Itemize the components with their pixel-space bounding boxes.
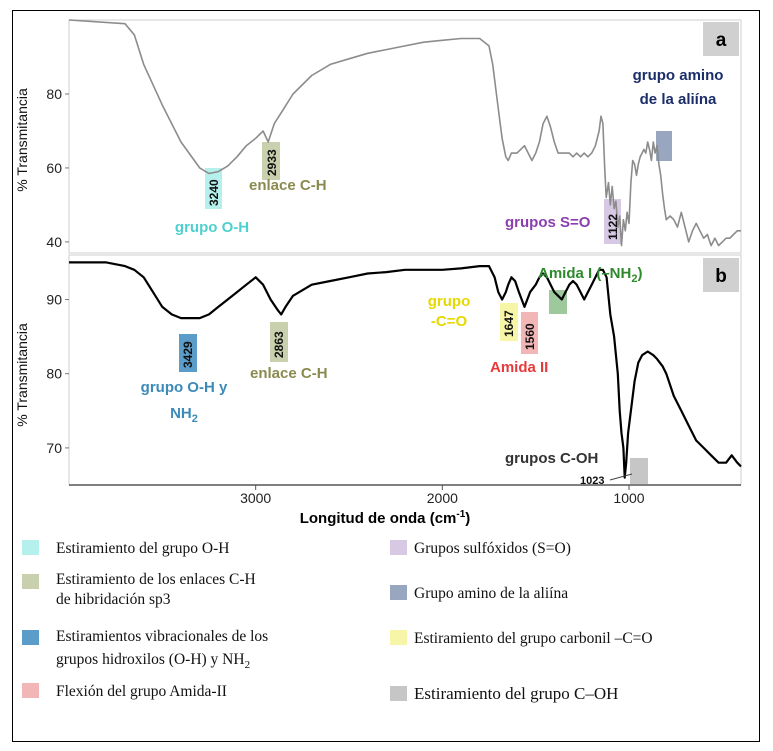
legend-text-3: Grupo amino de la aliína [414,585,569,602]
legend-text-4a: Estiramientos vibracionales de los [56,628,269,645]
legend-text-7: Estiramiento del grupo C–OH [414,684,619,703]
annotation-oh-a: grupo O-H [174,219,250,236]
annotation-oh-b-2: $NH_2$ [170,405,198,425]
annotation-ch-a: enlace C-H [249,177,327,194]
panel-a-ylabel: % Transmitancia [14,88,30,192]
panel-a-frame [69,20,741,253]
legend-text-0: Estiramiento del grupo O-H [56,540,230,557]
panel-a-label: a [715,30,727,51]
legend-swatch-3 [390,585,407,600]
xtick-label-1000: 1000 [613,490,645,506]
annotation-amino-a-2: de la aliína [639,91,717,108]
legend-text-4b: grupos hidroxilos (O-H) y $NH_2$ [56,651,251,671]
annotation-ch-b: enlace C-H [250,365,328,382]
legend-swatch-4 [22,630,39,645]
annotation-co-b-1: grupo [427,293,471,310]
legend-text-6: Flexión del grupo Amida-II [56,683,227,700]
peak-label-1560: 1560 [523,323,537,350]
legend-swatch-0 [22,540,39,555]
peak-label-3429: 3429 [181,341,195,368]
x-axis-title: Longitud de onda $(cm^{-1})$ [299,509,471,527]
ytick-label-b-90: 90 [46,291,62,308]
legend-text-5: Estiramiento del grupo carbonil –C=O [414,630,653,647]
ytick-label-a-60: 60 [46,159,62,176]
legend-text-1: Grupos sulfóxidos (S=O) [414,540,571,557]
annotation-co-b-2: -C=O [430,313,468,330]
ytick-label-b-70: 70 [46,439,62,456]
ytick-label-b-80: 80 [46,365,62,382]
peak-label-3240: 3240 [207,179,221,206]
panel-b-ylabel: % Transmitancia [14,323,30,427]
band-coh-b [630,458,648,484]
legend-text-2a: Estiramiento de los enlaces C-H [56,571,256,588]
panel-b-label: b [715,266,727,287]
spectrum-line-a [69,20,741,246]
ytick-label-a-40: 40 [46,233,62,250]
annotation-so-a: grupos S=O [505,214,591,231]
peak-label-1122: 1122 [606,213,620,240]
legend [22,540,653,703]
ytick-label-a-80: 80 [46,85,62,102]
peak-label-2933: 2933 [265,149,279,176]
legend-swatch-6 [22,683,39,698]
peak-label-1647: 1647 [502,310,516,337]
panel-b-frame [69,255,741,485]
peak-label-1023: 1023 [580,475,605,487]
annotation-oh-b-1: grupo O-H y [140,379,228,396]
annotation-amida1-b: Amida I $(-NH_2)$ [538,265,643,285]
legend-text-2b: de hibridación sp3 [56,591,171,608]
legend-swatch-5 [390,630,407,645]
pointer-1023 [610,474,632,480]
annotation-coh-b: grupos C-OH [505,450,599,467]
legend-swatch-2 [22,574,39,589]
spectrum-line-b [69,262,741,477]
xtick-label-3000: 3000 [240,490,272,506]
legend-swatch-7 [390,686,407,701]
peak-label-2863: 2863 [272,331,286,358]
annotation-amida2-b: Amida II [490,359,549,376]
annotation-amino-a-1: grupo amino [632,67,724,84]
legend-swatch-1 [390,540,407,555]
xtick-label-2000: 2000 [426,490,458,506]
